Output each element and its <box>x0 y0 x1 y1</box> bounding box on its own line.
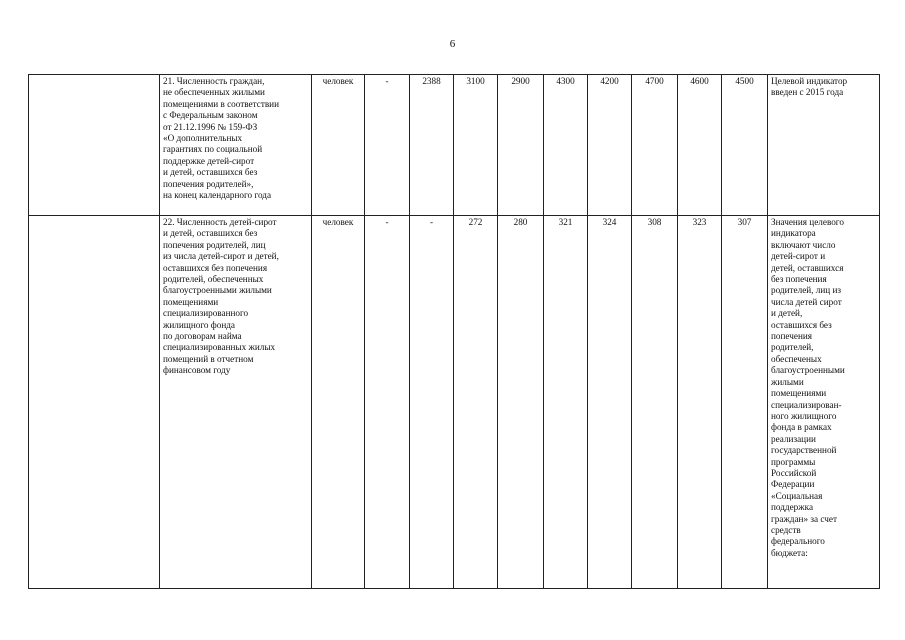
empty-cell <box>29 75 160 216</box>
value-cell: 307 <box>722 216 768 589</box>
table-row <box>29 75 880 216</box>
value-cell: 4300 <box>544 75 588 216</box>
indicator-name: 21. Численность граждан, не обеспеченных жилыми помещениями в соответствии с Федеральным законом от 21.12.1996 № 159-ФЗ «О дополнительных гарантиях по социальной поддержке детей-сирот и детей, оставшихся без попечения родителей», на конец календарного года <box>160 75 312 216</box>
indicator-name: 22. Численность детей-сирот и детей, оставшихся без попечения родителей, лиц из числа детей-сирот и детей, оставшихся без попечения родителей, обеспеченных благоустроенными жилыми помещениями специализированного жилищного фонда по договорам найма специализированных жилых помещений в отчетном финансовом году <box>160 216 312 589</box>
page-number: 6 <box>449 38 456 50</box>
table-row <box>29 216 880 589</box>
value-cell: 321 <box>544 216 588 589</box>
empty-cell <box>29 216 160 589</box>
value-cell: 4200 <box>588 75 632 216</box>
value-cell: 3100 <box>454 75 498 216</box>
value-cell: 4600 <box>678 75 722 216</box>
value-cell: - <box>365 75 410 216</box>
value-cell: - <box>410 216 454 589</box>
indicators-table <box>28 74 880 589</box>
unit-cell: человек <box>312 75 365 216</box>
value-cell: 2900 <box>498 75 544 216</box>
unit-cell: человек <box>312 216 365 589</box>
value-cell: 280 <box>498 216 544 589</box>
value-cell: 308 <box>632 216 678 589</box>
note-cell: Значения целевого индикатора включают число детей-сирот и детей, оставшихся без попечения родителей, лиц из числа детей сирот и детей, оставшихся без попечения родителей, обеспеченых благоустроенными жилыми помещениями специализирован- ного жилищного фонда в рамках реализации государственной программы Российской Федерации «Социальная поддержка граждан» за счет средств федерального бюджета: <box>768 216 880 589</box>
value-cell: 324 <box>588 216 632 589</box>
value-cell: - <box>365 216 410 589</box>
value-cell: 2388 <box>410 75 454 216</box>
value-cell: 4500 <box>722 75 768 216</box>
value-cell: 4700 <box>632 75 678 216</box>
value-cell: 272 <box>454 216 498 589</box>
value-cell: 323 <box>678 216 722 589</box>
note-cell: Целевой индикатор введен с 2015 года <box>768 75 880 216</box>
